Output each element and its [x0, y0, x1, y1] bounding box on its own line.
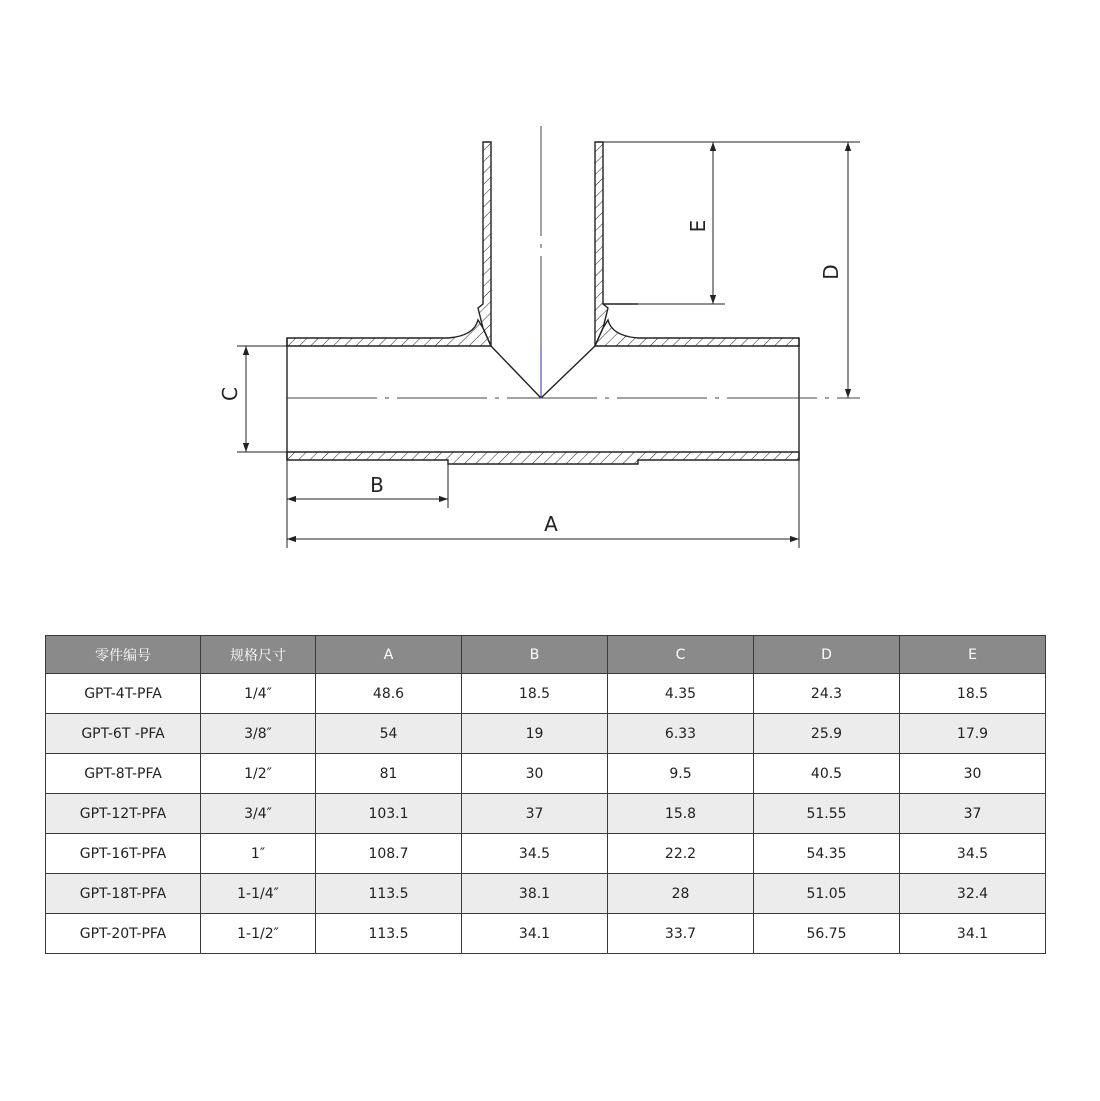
table-row	[46, 674, 1046, 714]
cell-a: 108.7	[316, 834, 462, 874]
cell-size: 1/4″	[201, 674, 316, 714]
branch-left-wall	[478, 142, 491, 346]
cell-e: 32.4	[900, 874, 1046, 914]
cell-c: 9.5	[608, 754, 754, 794]
table-row	[46, 714, 1046, 754]
cell-size: 1-1/4″	[201, 874, 316, 914]
cell-size: 1/2″	[201, 754, 316, 794]
branch-right-wall	[595, 142, 608, 346]
header-d: D	[754, 636, 900, 674]
cell-b: 34.5	[462, 834, 608, 874]
cell-part-number: GPT-8T-PFA	[46, 754, 201, 794]
dimension-labels	[218, 220, 843, 536]
cell-d: 56.75	[754, 914, 900, 954]
dimension-b-label: B	[370, 473, 384, 497]
cell-e: 17.9	[900, 714, 1046, 754]
table-header-row	[46, 636, 1046, 674]
cell-e: 37	[900, 794, 1046, 834]
cell-size: 1″	[201, 834, 316, 874]
cell-c: 6.33	[608, 714, 754, 754]
cell-a: 48.6	[316, 674, 462, 714]
cell-part-number: GPT-20T-PFA	[46, 914, 201, 954]
header-size: 规格尺寸	[201, 636, 316, 674]
cell-c: 28	[608, 874, 754, 914]
cell-d: 51.55	[754, 794, 900, 834]
cell-part-number: GPT-16T-PFA	[46, 834, 201, 874]
cell-part-number: GPT-12T-PFA	[46, 794, 201, 834]
cell-size: 3/4″	[201, 794, 316, 834]
cell-c: 22.2	[608, 834, 754, 874]
header-c: C	[608, 636, 754, 674]
table-row	[46, 834, 1046, 874]
cell-b: 37	[462, 794, 608, 834]
cell-a: 81	[316, 754, 462, 794]
dimension-a-label: A	[544, 512, 558, 536]
header-e: E	[900, 636, 1046, 674]
center-lines	[287, 126, 860, 398]
header-part-number: 零件编号	[46, 636, 201, 674]
cell-part-number: GPT-6T -PFA	[46, 714, 201, 754]
cell-size: 1-1/2″	[201, 914, 316, 954]
fitting-body	[287, 142, 799, 464]
table-row	[46, 874, 1046, 914]
cell-b: 30	[462, 754, 608, 794]
cell-a: 113.5	[316, 874, 462, 914]
cell-b: 34.1	[462, 914, 608, 954]
cell-part-number: GPT-4T-PFA	[46, 674, 201, 714]
cell-e: 34.1	[900, 914, 1046, 954]
dimension-e-label: E	[686, 219, 710, 233]
cell-a: 54	[316, 714, 462, 754]
table-row	[46, 754, 1046, 794]
table-row	[46, 794, 1046, 834]
cell-e: 30	[900, 754, 1046, 794]
run-bottom-wall	[287, 452, 799, 464]
dimension-d-label: D	[819, 264, 843, 280]
cell-size: 3/8″	[201, 714, 316, 754]
cell-a: 113.5	[316, 914, 462, 954]
cell-c: 4.35	[608, 674, 754, 714]
cell-d: 24.3	[754, 674, 900, 714]
table-row	[46, 914, 1046, 954]
cell-c: 15.8	[608, 794, 754, 834]
cell-b: 38.1	[462, 874, 608, 914]
cell-b: 18.5	[462, 674, 608, 714]
cell-d: 25.9	[754, 714, 900, 754]
cell-c: 33.7	[608, 914, 754, 954]
cell-d: 40.5	[754, 754, 900, 794]
cell-e: 18.5	[900, 674, 1046, 714]
cell-d: 51.05	[754, 874, 900, 914]
dimension-c-label: C	[218, 387, 242, 401]
run-top-wall-left	[287, 320, 491, 346]
cell-b: 19	[462, 714, 608, 754]
header-a: A	[316, 636, 462, 674]
cell-e: 34.5	[900, 834, 1046, 874]
run-top-wall-right	[595, 320, 799, 346]
cell-part-number: GPT-18T-PFA	[46, 874, 201, 914]
cell-d: 54.35	[754, 834, 900, 874]
cell-a: 103.1	[316, 794, 462, 834]
header-b: B	[462, 636, 608, 674]
specification-table	[45, 635, 1046, 954]
